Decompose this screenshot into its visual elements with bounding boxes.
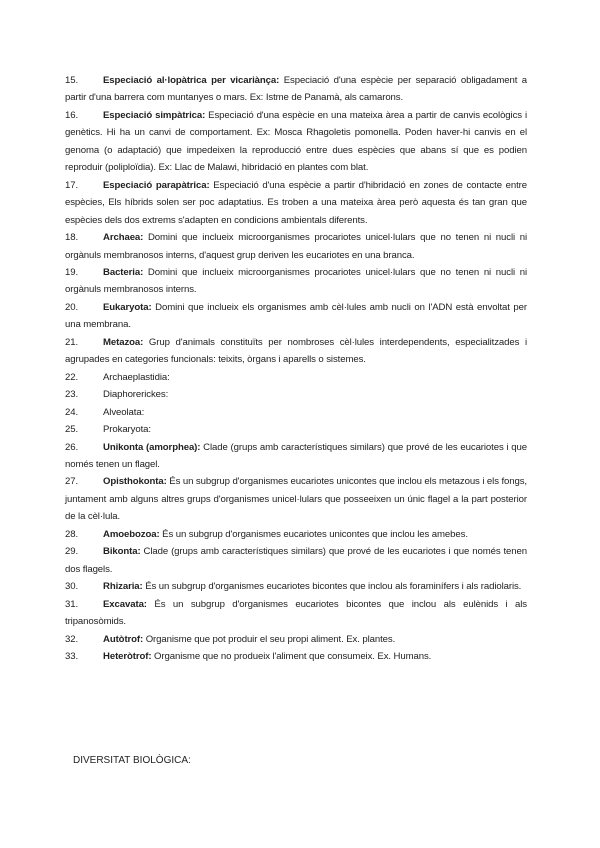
section-heading: DIVERSITAT BIOLÒGICA: bbox=[73, 755, 191, 766]
item-definition: Prokaryota: bbox=[103, 424, 151, 436]
glossary-item bbox=[65, 648, 527, 665]
glossary-item bbox=[65, 578, 527, 595]
item-number: 23. bbox=[65, 389, 79, 401]
item-definition: Organisme que no produeix l'aliment que consumeix. Ex. Humans. bbox=[151, 650, 432, 662]
item-definition: Alveolata: bbox=[103, 406, 145, 418]
item-term: Bikonta: bbox=[103, 546, 141, 558]
glossary-item bbox=[65, 369, 527, 386]
item-definition: Domini que inclueix els organismes amb cèl·lules amb nucli on l'ADN està envoltat per una membrana. bbox=[65, 301, 527, 331]
glossary-item bbox=[65, 264, 527, 299]
item-number: 18. bbox=[65, 232, 79, 244]
item-number: 28. bbox=[65, 528, 79, 540]
item-term: Eukaryota: bbox=[103, 301, 152, 313]
glossary-item bbox=[65, 299, 527, 334]
glossary-item bbox=[65, 526, 527, 543]
item-definition: És un subgrup d'organismes eucariotes unicontes que inclou les amebes. bbox=[159, 528, 468, 540]
item-term: Especiació parapàtrica: bbox=[103, 179, 210, 191]
item-number: 25. bbox=[65, 424, 79, 436]
item-term: Especiació simpàtrica: bbox=[103, 109, 206, 121]
item-number: 33. bbox=[65, 650, 79, 662]
item-term: Metazoa: bbox=[103, 336, 144, 348]
item-definition: Especiació d'una espècie en una mateixa àrea a partir de canvis ecològics i genètics. Hi ha un canvi de comportament. Ex: Mosca Rhagoletis pomonella. Poden haver-hi canvis en el genoma (o adaptació) que impedeixen la reproducció entre dues espècies que abans sí que es podien reproduir (poliploïdia). Ex: Llac de Malawi, hibridació en plantes com blat. bbox=[65, 109, 527, 174]
glossary-item bbox=[65, 543, 527, 578]
glossary-item bbox=[65, 72, 527, 107]
glossary-item bbox=[65, 473, 527, 525]
item-term: Archaea: bbox=[103, 232, 144, 244]
item-definition: És un subgrup d'organismes eucariotes bicontes que inclou als eulènids i als tripanosòmids. bbox=[65, 598, 527, 628]
item-definition: Domini que inclueix microorganismes procariotes unicel·lulars que no tenen ni nucli ni orgànuls membranosos interns, d'aquest grup deriven les eucariotes en una branca. bbox=[65, 232, 527, 261]
glossary-item bbox=[65, 439, 527, 474]
glossary-item bbox=[65, 404, 527, 421]
item-number: 20. bbox=[65, 301, 79, 313]
item-number: 16. bbox=[65, 109, 79, 121]
item-definition: Domini que inclueix microorganismes procariotes unicel·lulars que no tenen ni nucli ni orgànuls membranosos interns. bbox=[65, 266, 527, 296]
item-definition: Diaphorerickes: bbox=[103, 389, 169, 401]
item-definition: Archaeplastidia: bbox=[103, 371, 170, 383]
item-term: Unikonta (amorphea): bbox=[103, 441, 201, 453]
glossary-item bbox=[65, 386, 527, 403]
glossary-list bbox=[65, 72, 527, 665]
glossary-item bbox=[65, 631, 527, 648]
item-term: Rhizaria: bbox=[103, 581, 143, 593]
glossary-item bbox=[65, 177, 527, 229]
glossary-item bbox=[65, 596, 527, 631]
glossary-item bbox=[65, 421, 527, 438]
item-number: 26. bbox=[65, 441, 79, 453]
item-term: Bacteria: bbox=[103, 266, 144, 278]
item-definition: Grup d'animals constituïts per nombroses cèl·lules interdependents, especialitzades i agrupades en categories funcionals: teixits, òrgans i aparells o sistemes. bbox=[65, 336, 527, 366]
item-number: 22. bbox=[65, 371, 79, 383]
item-number: 30. bbox=[65, 581, 79, 593]
item-definition: Especiació d'una espècie per separació obligadament a partir d'una barrera com muntanyes o mars. Ex: Istme de Panamà, als camarons. bbox=[65, 75, 527, 104]
item-number: 29. bbox=[65, 546, 79, 558]
item-number: 17. bbox=[65, 179, 79, 191]
item-number: 21. bbox=[65, 336, 79, 348]
item-number: 32. bbox=[65, 633, 79, 645]
item-number: 19. bbox=[65, 266, 79, 278]
item-definition: És un subgrup d'organismes eucariotes bicontes que inclou als foraminífers i als radiolaris. bbox=[142, 581, 522, 593]
item-term: Excavata: bbox=[103, 598, 147, 610]
glossary-item bbox=[65, 107, 527, 177]
glossary-item bbox=[65, 229, 527, 264]
item-definition: Clade (grups amb característiques similars) que prové de les eucariotes i que només tenen un flagel. bbox=[65, 441, 527, 470]
item-term: Opisthokonta: bbox=[103, 476, 167, 488]
item-term: Amoebozoa: bbox=[103, 528, 160, 540]
item-definition: Organisme que pot produir el seu propi aliment. Ex. plantes. bbox=[143, 633, 396, 645]
item-definition: Clade (grups amb característiques similars) que prové de les eucariotes i que només tenen dos flagels. bbox=[65, 546, 527, 575]
item-term: Especiació al·lopàtrica per vicariànça: bbox=[103, 75, 280, 86]
item-definition: És un subgrup d'organismes eucariotes unicontes que inclou els metazous i els fongs, juntament amb alguns altres grups d'organismes unicel·lulars que posseeixen un únic flagel a la part posterior de la cèl·lula. bbox=[65, 476, 527, 523]
item-number: 24. bbox=[65, 406, 79, 418]
item-number: 27. bbox=[65, 476, 79, 488]
item-number: 15. bbox=[65, 75, 79, 86]
item-definition: Especiació d'una espècie a partir d'hibridació en zones de contacte entre espècies, Els híbrids solen ser poc adaptatius. Es troben a una mateixa àrea però aquesta és tan gran que espècies dels dos extrems s'adapten en condicions ambientals diferents. bbox=[65, 179, 527, 226]
item-term: Autòtrof: bbox=[103, 633, 144, 645]
item-term: Heteròtrof: bbox=[103, 650, 152, 662]
glossary-item bbox=[65, 334, 527, 369]
item-number: 31. bbox=[65, 598, 79, 610]
